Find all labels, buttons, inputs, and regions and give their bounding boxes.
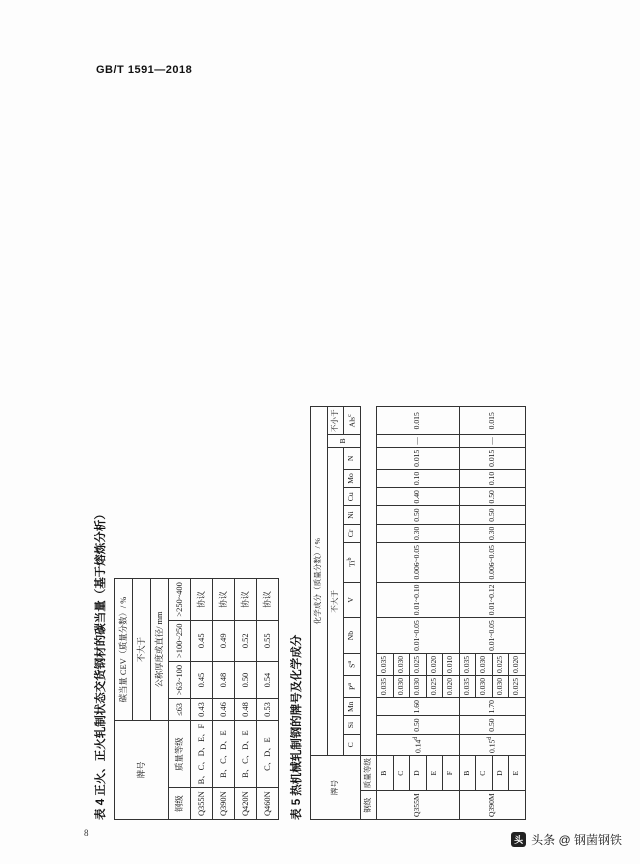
cell-steel: Q460N	[257, 788, 279, 820]
cell-n: 0.015	[377, 447, 460, 469]
table-row	[191, 579, 213, 820]
cell-mo: 0.10	[459, 469, 525, 487]
cell-value: 协议	[191, 579, 213, 620]
cell-nb: 0.01~0.05	[459, 618, 525, 654]
cell-p: 0.025	[426, 676, 443, 698]
col-als: Als$^c$	[344, 407, 361, 435]
cell-als: 0.015	[377, 407, 460, 435]
cell-quality: E	[509, 755, 526, 790]
cell-steel: Q355N	[191, 788, 213, 820]
cell-steel: Q390M	[459, 791, 525, 820]
cell-value: 0.52	[235, 620, 257, 661]
th-t2: >63~100	[169, 661, 191, 698]
th-t4: >250~400	[169, 579, 191, 620]
cell-s: 0.020	[426, 653, 443, 675]
cell-value: 0.55	[257, 620, 279, 661]
cell-value: 0.43	[191, 699, 213, 721]
table-row	[360, 407, 377, 820]
col-cu: Cu	[344, 488, 361, 506]
cell-c: 0.14$^d$	[377, 734, 460, 755]
cell-grade: B、C、D、E	[235, 720, 257, 788]
cell-s: 0.020	[509, 653, 526, 675]
cell-value: 0.49	[213, 620, 235, 661]
cell-steel: Q420N	[235, 788, 257, 820]
cell-value: 0.54	[257, 661, 279, 698]
cell-grade: C、D、E	[257, 720, 279, 788]
cell-quality: C	[393, 755, 410, 790]
cell-cu: 0.50	[459, 488, 525, 506]
ceq-sub: 不大于	[133, 579, 151, 721]
cell-b: —	[377, 435, 460, 448]
cell-value: 0.45	[191, 661, 213, 698]
cell-p: 0.025	[509, 676, 526, 698]
col-s: $S^a$	[344, 653, 361, 675]
cell-quality: B	[459, 755, 476, 790]
cell-p: 0.030	[410, 676, 427, 698]
cell-s: 0.035	[459, 653, 476, 675]
col-brand: 牌号	[311, 755, 361, 819]
cell-quality: D	[410, 755, 427, 790]
col-cr: Cr	[344, 524, 361, 542]
col-v: V	[344, 582, 361, 618]
col-quality: 质量等级	[360, 755, 377, 790]
cell-steel: Q390N	[213, 788, 235, 820]
table-row	[459, 407, 476, 820]
col-mo: Mo	[344, 469, 361, 487]
cell-quality: C	[476, 755, 493, 790]
col-mn: Mn	[344, 698, 361, 716]
col-brand: 牌号	[115, 720, 169, 819]
th-t1: ≤63	[169, 699, 191, 721]
cell-mo: 0.10	[377, 469, 460, 487]
col-ni: Ni	[344, 506, 361, 524]
col-grade: 质量等级	[169, 720, 191, 788]
table-5-caption: 表 5 热机械轧制钢的牌号及化学成分	[291, 634, 303, 820]
watermark-text: 头条 @ 钢菌钢铁	[531, 833, 622, 847]
table-4-block	[92, 508, 279, 820]
chem-sub: 不大于	[327, 447, 344, 755]
cell-ni: 0.50	[459, 506, 525, 524]
cell-value: 0.50	[235, 661, 257, 698]
cell-p: 0.035	[459, 676, 476, 698]
chem-title: 化学成分（质量分数）/ %	[311, 407, 328, 756]
cell-s: 0.035	[377, 653, 394, 675]
table-row	[235, 579, 257, 820]
cell-quality: B	[377, 755, 394, 790]
col-ti: Ti$^b$	[344, 543, 361, 582]
th-t3: >100~250	[169, 620, 191, 661]
cell-value: 协议	[213, 579, 235, 620]
cell-v: 0.01~0.12	[459, 582, 525, 618]
cell-n: 0.015	[459, 447, 525, 469]
cell-si: 0.50	[459, 716, 525, 734]
table-row	[169, 579, 191, 820]
cell-mn: 1.60	[377, 698, 460, 716]
cell-nb: 0.01~0.05	[377, 618, 460, 654]
col-steel: 钢级	[360, 791, 377, 820]
cell-mn: 1.70	[459, 698, 525, 716]
ceq-title: 碳当量 CEV（质量分数）/ %	[115, 579, 133, 721]
cell-value: 0.45	[191, 620, 213, 661]
col-c: C	[344, 734, 361, 755]
page-number: 8	[84, 828, 89, 838]
table-row	[115, 579, 133, 820]
cell-value: 协议	[257, 579, 279, 620]
table-row	[213, 579, 235, 820]
thickness-title: 公称厚度或直径/ mm	[151, 579, 169, 721]
table-row	[377, 407, 394, 820]
cell-steel: Q355M	[377, 791, 460, 820]
cell-quality: F	[443, 755, 460, 790]
cell-value: 协议	[235, 579, 257, 620]
col-p: $P^a$	[344, 676, 361, 698]
cell-v: 0.01~0.10	[377, 582, 460, 618]
table-4-caption: 表 4 正火、正火轧制状态交货钢材的碳当量（基于熔炼分析）	[95, 508, 107, 820]
cell-ti: 0.006~0.05	[377, 543, 460, 582]
table-4	[114, 578, 279, 820]
cell-value: 0.53	[257, 699, 279, 721]
watermark	[511, 831, 622, 848]
table-5	[310, 406, 526, 820]
cell-p: 0.030	[393, 676, 410, 698]
cell-p: 0.030	[476, 676, 493, 698]
cell-cr: 0.30	[459, 524, 525, 542]
cell-value: 0.46	[213, 699, 235, 721]
cell-cr: 0.30	[377, 524, 460, 542]
table-5-block	[288, 406, 526, 820]
cell-ti: 0.006~0.05	[459, 543, 525, 582]
table-row	[311, 407, 328, 820]
cell-b: —	[459, 435, 525, 448]
cell-value: 0.48	[235, 699, 257, 721]
col-b: B	[327, 435, 360, 448]
spacer	[360, 407, 377, 756]
cell-s: 0.010	[443, 653, 460, 675]
cell-grade: B、C、D、E、F	[191, 720, 213, 788]
col-als-note: 不小于	[327, 407, 344, 435]
cell-p: 0.020	[443, 676, 460, 698]
cell-s: 0.030	[476, 653, 493, 675]
col-steel: 钢级	[169, 788, 191, 820]
col-si: Si	[344, 716, 361, 734]
cell-value: 0.48	[213, 661, 235, 698]
cell-s: 0.025	[410, 653, 427, 675]
cell-s: 0.025	[492, 653, 509, 675]
cell-quality: E	[426, 755, 443, 790]
table-row	[257, 579, 279, 820]
page-header: GB/T 1591—2018	[96, 64, 193, 76]
col-n: N	[344, 447, 361, 469]
cell-grade: B、C、D、E	[213, 720, 235, 788]
cell-si: 0.50	[377, 716, 460, 734]
cell-c: 0.15$^d$	[459, 734, 525, 755]
cell-s: 0.030	[393, 653, 410, 675]
cell-als: 0.015	[459, 407, 525, 435]
cell-quality: D	[492, 755, 509, 790]
cell-p: 0.035	[377, 676, 394, 698]
watermark-logo-icon: 头	[511, 832, 526, 847]
cell-p: 0.030	[492, 676, 509, 698]
cell-ni: 0.50	[377, 506, 460, 524]
cell-cu: 0.40	[377, 488, 460, 506]
col-nb: Nb	[344, 618, 361, 654]
